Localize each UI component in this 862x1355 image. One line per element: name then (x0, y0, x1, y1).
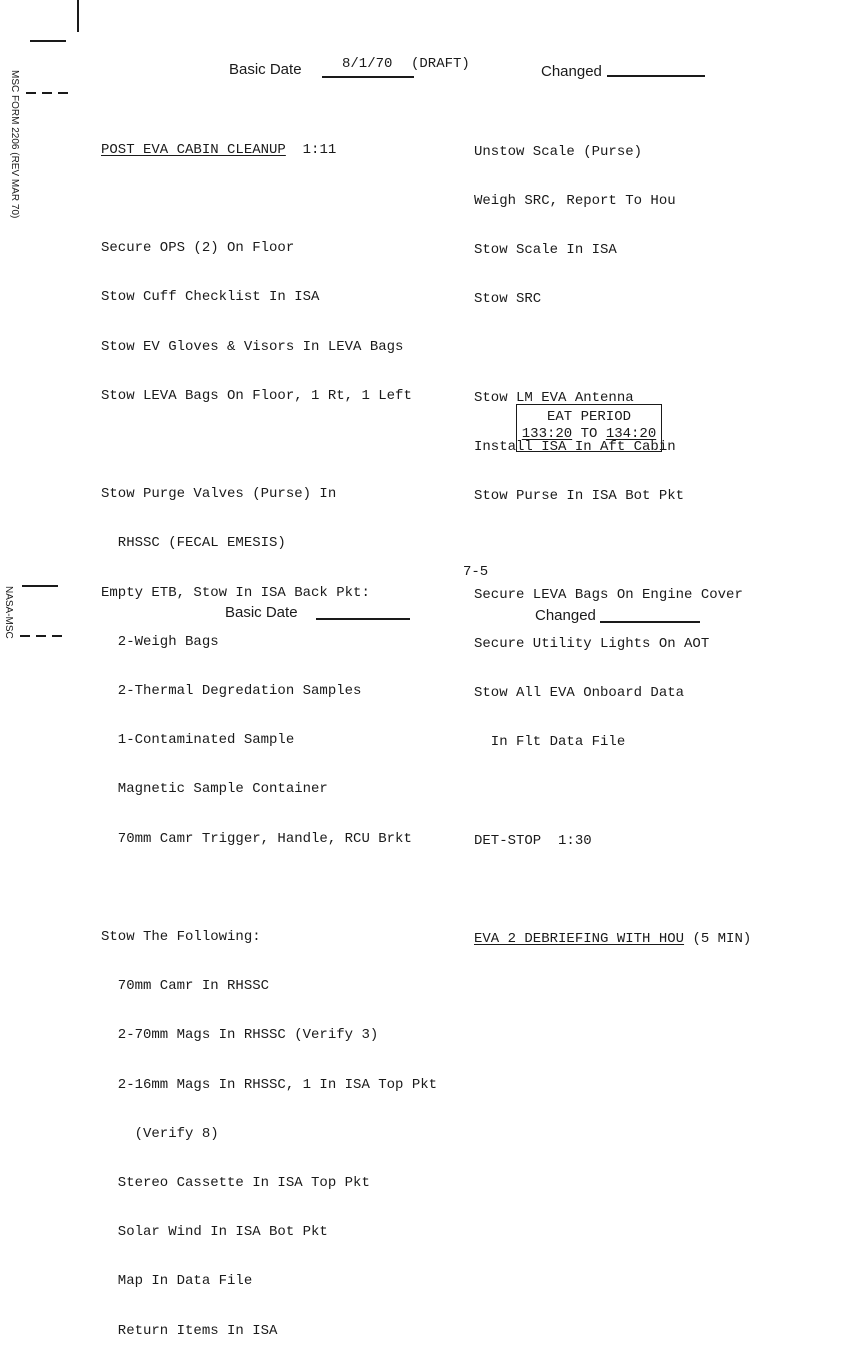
step-line: RHSSC (FECAL EMESIS) (101, 535, 286, 552)
step-line: 2-Weigh Bags (101, 633, 219, 650)
margin-mark (26, 92, 36, 94)
eat-end-time: 134:20 (605, 426, 657, 442)
step-line: Stow EV Gloves & Visors In LEVA Bags (101, 338, 404, 355)
step-line: In Flt Data File (474, 734, 626, 751)
right-column (474, 111, 751, 964)
step-line: Map In Data File (101, 1273, 253, 1290)
basic-date-line (322, 76, 414, 78)
footer-changed-line (600, 621, 700, 623)
basic-date-value: 8/1/70 (342, 56, 393, 72)
step-line: Magnetic Sample Container (101, 781, 328, 798)
step-line: Stow The Following: (101, 929, 261, 946)
det-stop-line: DET-STOP 1:30 (474, 832, 592, 849)
margin-mark (30, 40, 66, 42)
step-line: (Verify 8) (101, 1125, 219, 1142)
step-line: Return Items In ISA (101, 1322, 278, 1339)
margin-mark (22, 585, 58, 587)
top-margin-tick (77, 0, 79, 32)
step-line: Stow Purse In ISA Bot Pkt (474, 488, 685, 505)
margin-mark (42, 92, 52, 94)
margin-mark (58, 92, 68, 94)
step-line: Weigh SRC, Report To Hou (474, 193, 676, 210)
left-column (101, 109, 437, 1355)
margin-mark (36, 635, 46, 637)
margin-mark (52, 635, 62, 637)
changed-label: Changed (541, 63, 602, 80)
step-line: Secure Utility Lights On AOT (474, 635, 710, 652)
step-line: 2-Thermal Degredation Samples (101, 683, 362, 700)
step-line: Stow LEVA Bags On Floor, 1 Rt, 1 Left (101, 387, 412, 404)
step-line: Stow Purge Valves (Purse) In (101, 486, 337, 503)
step-line: Stow Scale In ISA (474, 242, 617, 259)
debrief-time: (5 MIN) (692, 931, 752, 948)
step-line: Solar Wind In ISA Bot Pkt (101, 1224, 328, 1241)
page-number: 7-5 (463, 564, 489, 580)
section-time: 1:11 (302, 141, 337, 158)
step-line: Unstow Scale (Purse) (474, 143, 643, 160)
step-line: 70mm Camr Trigger, Handle, RCU Brkt (101, 830, 412, 847)
footer-basic-date-line (316, 618, 410, 620)
step-line: Install ISA In Aft Cabin (474, 439, 676, 456)
footer-basic-date-label: Basic Date (225, 604, 298, 621)
changed-line (607, 75, 705, 77)
step-line: Secure LEVA Bags On Engine Cover (474, 586, 743, 603)
step-line: 1-Contaminated Sample (101, 732, 295, 749)
eat-period-label: EAT PERIOD (546, 409, 631, 425)
form-number-label: MSC FORM 2206 (REV MAR 70) (9, 70, 20, 219)
eat-period-box (516, 404, 662, 452)
draft-label: (DRAFT) (411, 56, 470, 72)
step-line: 70mm Camr In RHSSC (101, 978, 270, 995)
step-line: 2-16mm Mags In RHSSC, 1 In ISA Top Pkt (101, 1076, 438, 1093)
step-line: Stow Cuff Checklist In ISA (101, 289, 320, 306)
section-title: POST EVA CABIN CLEANUP (101, 141, 286, 158)
step-line: Stow SRC (474, 291, 542, 308)
eat-start-time: 133:20 (521, 426, 573, 442)
margin-mark (20, 635, 30, 637)
debrief-title: EVA 2 DEBRIEFING WITH HOU (474, 931, 685, 948)
step-line: Stow LM EVA Antenna (474, 389, 634, 406)
footer-changed-label: Changed (535, 607, 596, 624)
step-line: Stow All EVA Onboard Data (474, 685, 685, 702)
eat-to-label: TO (580, 426, 598, 442)
step-line: 2-70mm Mags In RHSSC (Verify 3) (101, 1027, 379, 1044)
agency-label: NASA-MSC (3, 586, 14, 639)
step-line: Stereo Cassette In ISA Top Pkt (101, 1175, 370, 1192)
step-line: Secure OPS (2) On Floor (101, 240, 295, 257)
step-line: Empty ETB, Stow In ISA Back Pkt: (101, 584, 370, 601)
basic-date-label: Basic Date (229, 61, 302, 78)
